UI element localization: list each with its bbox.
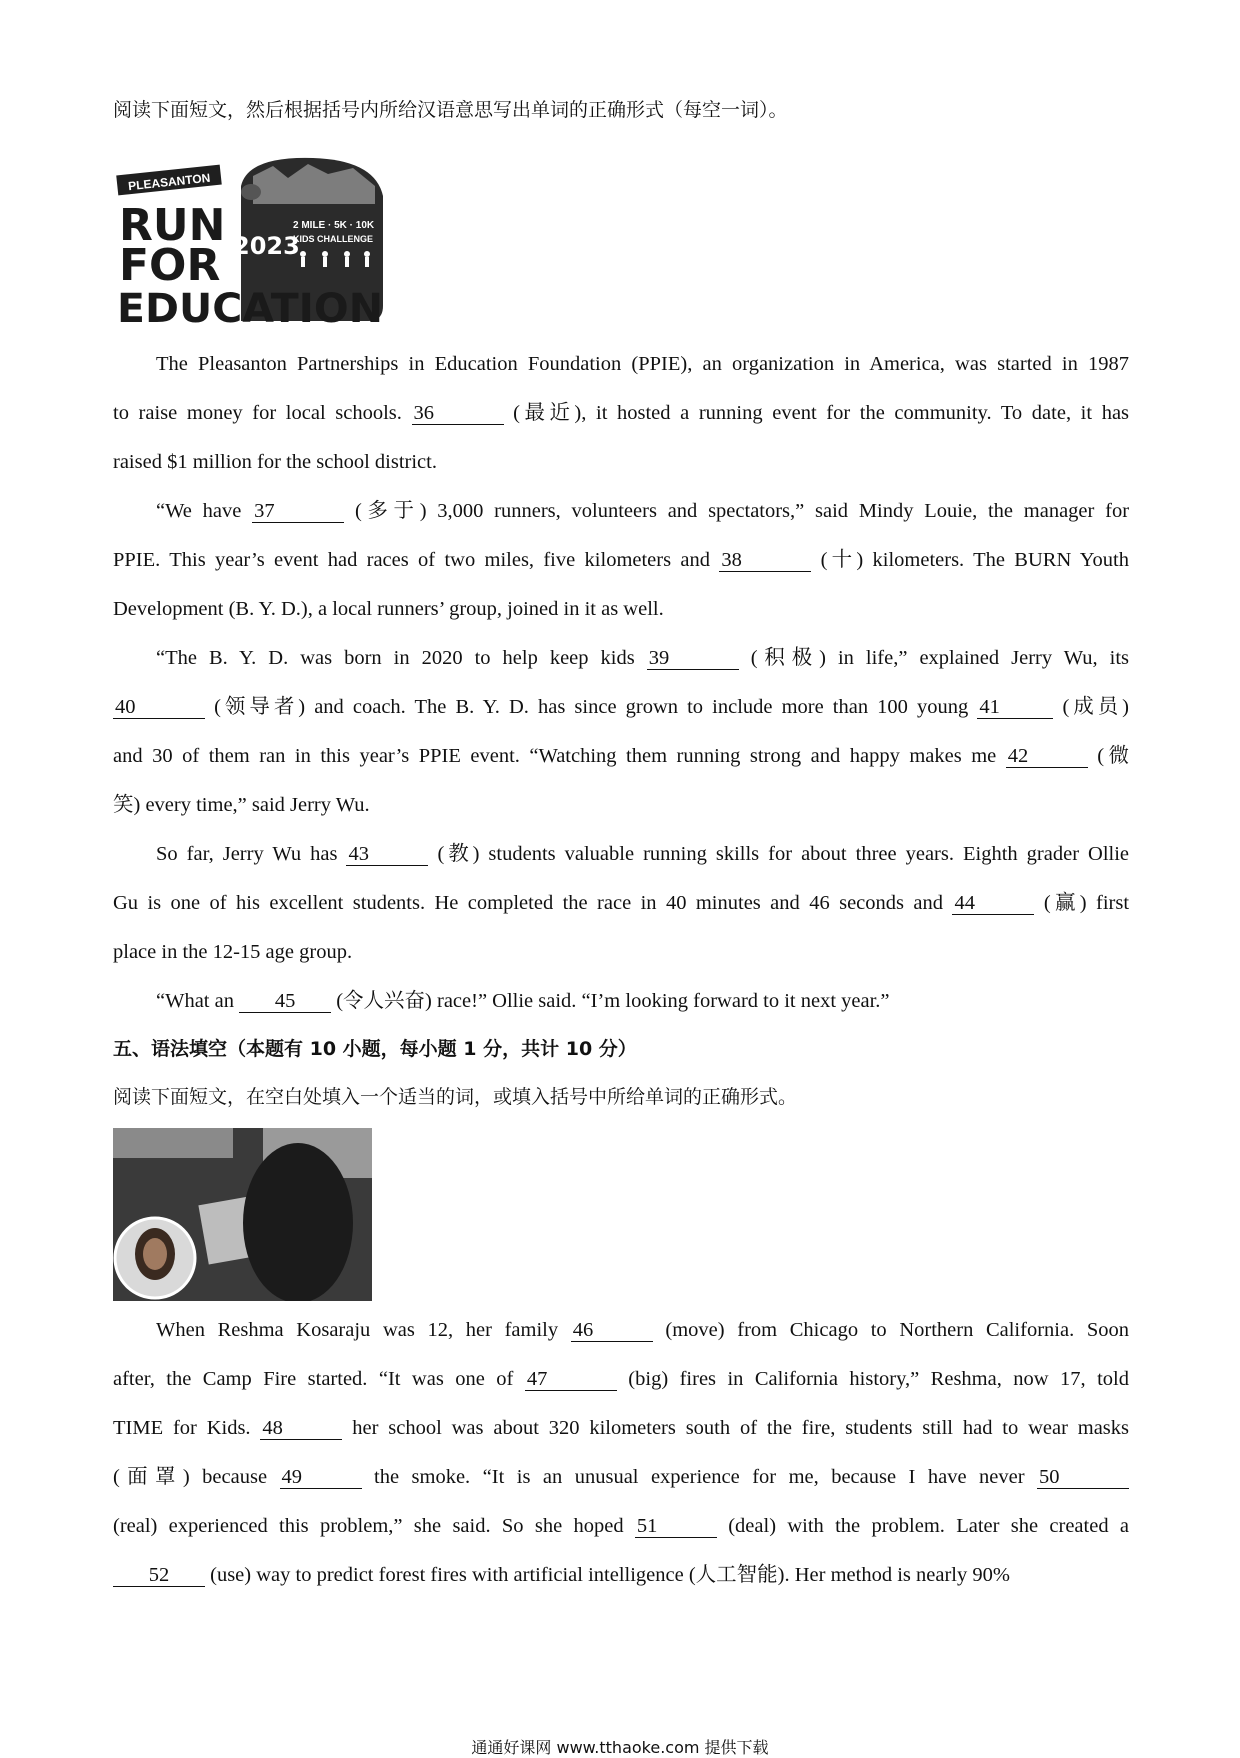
- p3-line4: 笑) every time,” said Jerry Wu.: [113, 794, 370, 816]
- pass2-line2: after, the Camp Fire started. “It was one of 47 (big) fires in California history,” Reshma, now 17, told: [113, 1368, 1130, 1390]
- blank-38[interactable]: 38: [719, 549, 811, 572]
- pass2-line6: 52 (use) way to predict forest fires with artificial intelligence (人工智能). Her method is nearly 90%: [113, 1561, 1010, 1589]
- p4-line2: Gu is one of his excellent students. He completed the race in 40 minutes and 46 seconds and 44 (赢) first: [113, 892, 1130, 914]
- svg-text:KIDS CHALLENGE: KIDS CHALLENGE: [293, 234, 374, 244]
- blank-45[interactable]: 45: [239, 990, 331, 1013]
- footer-source: 通通好课网 www.tthaoke.com 提供下载: [471, 1738, 769, 1757]
- p2-line1: “We have 37 (多于) 3,000 runners, volunteers and spectators,” said Mindy Louie, the manager for: [156, 500, 1130, 522]
- blank-50[interactable]: 50: [1037, 1466, 1129, 1489]
- blank-41[interactable]: 41: [977, 696, 1053, 719]
- svg-text:2023: 2023: [233, 232, 300, 260]
- blank-39[interactable]: 39: [647, 647, 739, 670]
- p5-line1: “What an 45 (令人兴奋) race!” Ollie said. “I’m looking forward to it next year.”: [156, 990, 890, 1012]
- instructions-2: 阅读下面短文，在空白处填入一个适当的词，或填入括号中所给单词的正确形式。: [113, 1086, 798, 1108]
- svg-text:FOR: FOR: [119, 240, 221, 291]
- blank-48[interactable]: 48: [260, 1417, 342, 1440]
- pass2-line1: When Reshma Kosaraju was 12, her family 46 (move) from Chicago to Northern California. Soon: [156, 1319, 1130, 1341]
- p2-line3: Development (B. Y. D.), a local runners’ group, joined in it as well.: [113, 598, 664, 620]
- blank-49[interactable]: 49: [280, 1466, 362, 1489]
- pass2-line4: (面罩) because 49 the smoke. “It is an unusual experience for me, because I have never 50: [113, 1463, 1129, 1491]
- p4-line1: So far, Jerry Wu has 43 (教) students valuable running skills for about three years. Eighth grader Ollie: [156, 843, 1130, 865]
- blank-40[interactable]: 40: [113, 696, 205, 719]
- reshma-photo: [113, 1128, 372, 1301]
- run-for-education-logo: [113, 156, 413, 328]
- blank-36[interactable]: 36: [412, 402, 504, 425]
- p2-line2: PPIE. This year’s event had races of two miles, five kilometers and 38 (十) kilometers. The BURN Youth: [113, 549, 1130, 571]
- svg-text:PLEASANTON: PLEASANTON: [127, 170, 211, 194]
- instructions-1: 阅读下面短文，然后根据括号内所给汉语意思写出单词的正确形式（每空一词）。: [113, 99, 788, 121]
- blank-51[interactable]: 51: [635, 1515, 717, 1538]
- blank-52[interactable]: 52: [113, 1564, 205, 1587]
- blank-44[interactable]: 44: [952, 892, 1034, 915]
- p1-line2: to raise money for local schools. 36 (最近), it hosted a running event for the community. To date, it has: [113, 402, 1130, 424]
- p1-line1: The Pleasanton Partnerships in Education Foundation (PPIE), an organization in America, was started in 1987: [156, 353, 1129, 375]
- blank-42[interactable]: 42: [1006, 745, 1088, 768]
- p1-line3: raised $1 million for the school district.: [113, 451, 437, 473]
- pass2-line5: (real) experienced this problem,” she said. So she hoped 51 (deal) with the problem. Later she created a: [113, 1515, 1129, 1537]
- blank-43[interactable]: 43: [346, 843, 428, 866]
- blank-47[interactable]: 47: [525, 1368, 617, 1391]
- blank-46[interactable]: 46: [571, 1319, 653, 1342]
- blank-37[interactable]: 37: [252, 500, 344, 523]
- p3-line2: 40 (领导者) and coach. The B. Y. D. has since grown to include more than 100 young 41 (成员): [115, 696, 1130, 718]
- p3-line3: and 30 of them ran in this year’s PPIE event. “Watching them running strong and happy makes me 42 (微: [113, 745, 1130, 767]
- section-5-title: 五、语法填空（本题有 10 小题，每小题 1 分，共计 10 分）: [113, 1038, 637, 1060]
- svg-text:EDUCATION: EDUCATION: [117, 286, 383, 328]
- p4-line3: place in the 12-15 age group.: [113, 941, 353, 963]
- svg-text:RUN: RUN: [119, 200, 226, 251]
- pass2-line3: TIME for Kids. 48 her school was about 320 kilometers south of the fire, students still had to wear masks: [113, 1417, 1129, 1439]
- p3-line1: “The B. Y. D. was born in 2020 to help keep kids 39 (积极) in life,” explained Jerry Wu, its: [156, 647, 1129, 669]
- svg-text:2 MILE · 5K · 10K: 2 MILE · 5K · 10K: [293, 220, 375, 231]
